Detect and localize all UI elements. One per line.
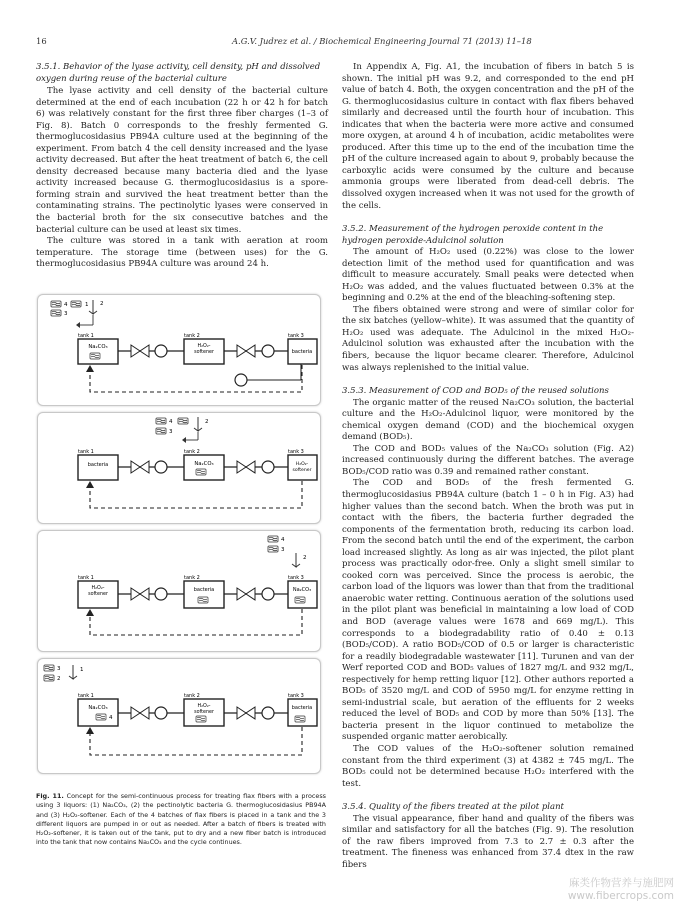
label-1: 1 <box>80 667 84 673</box>
tank-3-content-line2: softener <box>292 468 312 473</box>
paragraph: The COD and BOD₅ values of the Na₂CO₃ solution (Fig. A2) increased continuously during the different batches. The average BOD₅/COD ratio was 0.39 and remained rather constant. <box>342 443 634 477</box>
paragraph: The culture was stored in a tank with aeration at room temperature. The storage time (between uses) for the G. thermoglucosidasius PB94A culture was around 24 h. <box>36 236 328 270</box>
paragraph: The lyase activity and cell density of the bacterial culture determined at the end of each incubation (22 h or 42 h for batch 6) was relatively constant for the first three fiber charges (1–3 of Fig. 8). Batch 0 corresponds to the freshly fermented G. thermoglucosidasius PB94A culture used at the beginning of the experiment. From batch 4 the cell density increased and the lyase activity decreased. But after the heat treatment of batch 6, the cell density decreased because many bacteria died and the lyase activity increased because G. thermoglucosidasius is a spore-forming strain and survived the heat treatment better than the contaminating strains. The pectinolytic lyases were conserved in the bacterial broth for the six consecutive batches and the bacterial culture can be used at least six times. <box>36 86 328 235</box>
tank-2-label: tank 2 <box>184 333 200 339</box>
label-2: 2 <box>57 676 61 682</box>
fiber-bundle-icon <box>51 301 61 307</box>
tank-2-content-line2: softener <box>194 710 214 715</box>
label-2: 2 <box>205 419 209 425</box>
tank-3-content-line1: H₂O₂- <box>295 462 309 467</box>
insert-arrow <box>69 665 77 679</box>
panel-3-svg <box>38 531 320 651</box>
pump-icon <box>262 461 274 473</box>
insert-arrow <box>292 553 300 567</box>
fiber-bundle-icon <box>268 536 278 552</box>
return-line-dashed <box>90 481 302 508</box>
paragraph: In Appendix A, Fig. A1, the incubation of fibers in batch 5 is shown. The initial pH was 9.2, and corresponded to the end pH value of batch 4. Both, the oxygen concentration and the pH of the G. thermoglucosidasius culture in contact with flax fibers behaved similarly and decreased until the fourth hour of incubation. This indicates that when the bacteria were more active and consumed more oxygen, at around 4 h of incubation, acidic metabolites were produced. After this time up to the end of the incubation time the pH of the culture increased again to about 9, probably because the carboxylic acids were consumed by the culture and because ammonia groups were liberated from dead-cell debris. The dissolved oxygen increased when it was not used for the growth of the cells. <box>342 62 634 211</box>
pump-icon <box>155 588 167 600</box>
fiber-bundle-icon <box>44 665 54 681</box>
paragraph: The COD and BOD₅ of the fresh fermented G. thermoglucosidasius PB94A culture (batch 1 – 0 h in Fig. A3) had higher values than the second batch. When the broth was put in contact with the fibers, the bacteria further degraded the components of the fermentation broth, reducing its carbon load. From the second batch until the end of the experiment, the carbon load increased slightly. As long as air was injected, the pilot plant process was practically odor-free. Only a slight smell similar to cooked corn was perceived. Since the process is aerobic, the carbon load of the liquors was lower than that from the traditional anaerobic water retting. Continuous aeration of the solutions used in the pilot plant was beneficial in maintaining a low load of COD and BOD (average values were 1678 and 669 mg/L). This corresponds to a biodegradability ratio of 0.40 ± 0.13 (BOD₅/COD). A ratio BOD₅/COD of 0.5 or larger is characteristic for a readily biodegradable wastewater [11]. Turunen and van der Werf reported COD and BOD₅ values of 1827 mg/L and 932 mg/L, respectively for hemp retting liquor [12]. Other authors reported a BOD₅ of 3520 mg/L and COD of 5950 mg/L for enzyme retting in semi-industrial scale, but aeration of the effluents for 2 weeks reduced the level of BOD₅ and COD by more than 50% [13]. The bacteria present in the liquor continued to metabolize the suspended organic matter aerobically. <box>342 478 634 743</box>
label-2: 2 <box>303 555 307 561</box>
caption-label: Fig. 11. <box>36 792 64 800</box>
tank-3 <box>288 581 317 608</box>
watermark-line-1: 麻类作物营养与施肥网 <box>569 877 674 889</box>
label-4: 4 <box>169 419 173 425</box>
fiber-bundle-icon <box>51 310 61 316</box>
label-3: 3 <box>169 429 173 435</box>
caption-text: Concept for the semi-continuous process for treating flax fibers with a process using 3 liquors: (1) Na₂CO₃, (2) the pectinolytic bacteria G. thermoglucosidasius PB94A and (3) H₂O₂-softener. Each of the 4 batches of flax fibers is placed in a tank and the 3 different liquors are pumped in or out as needed. After a batch of fibers is treated with H₂O₂-softener, it is taken out of the tank, put to dry and a new fiber batch is introduced into the tank that now contains Na₂CO₃ and the cycle continues. <box>36 792 326 847</box>
figure-11-process-diagram <box>37 286 321 774</box>
paragraph: The amount of H₂O₂ used (0.22%) was close to the lower detection limit of the method used for quantification and was difficult to measure accurately. Small peaks were detected when H₂O₂ was added, and the values fluctuated between 0.3% at the beginning and 0.2% at the end of the bleaching-softening step. <box>342 247 634 304</box>
tank-3-label: tank 3 <box>288 449 304 455</box>
tank-1 <box>78 699 118 726</box>
valve-icon <box>131 345 149 357</box>
panel-2-svg <box>38 413 320 523</box>
tank-2-content-line2: softener <box>194 350 214 355</box>
arrowhead-icon <box>86 727 94 734</box>
tank-2-content: bacteria <box>193 587 215 593</box>
tank-3-content: Na₂CO₃ <box>292 587 312 593</box>
journal-citation: A.G.V. Judrez et al. / Biochemical Engineering Journal 71 (2013) 11–18 <box>232 36 532 46</box>
tank-1-content-line1: H₂O₂- <box>91 586 105 591</box>
left-column <box>36 62 328 271</box>
pump-icon <box>262 345 274 357</box>
valve-icon <box>237 707 255 719</box>
valve-icon <box>131 461 149 473</box>
tank-2-content-line1: H₂O₂- <box>197 344 211 349</box>
section-heading-3-5-1: 3.5.1. Behavior of the lyase activity, cell density, pH and dissolved oxygen during reuse of the bacterial culture <box>36 62 321 84</box>
tank-2-content: Na₂CO₃ <box>194 461 214 467</box>
label-4: 4 <box>64 302 68 308</box>
pump-icon <box>155 345 167 357</box>
page-number: 16 <box>36 36 47 46</box>
return-line-dashed <box>90 609 302 635</box>
paragraph: The visual appearance, fiber hand and quality of the fibers was similar and satisfactory for all the batches (Fig. 9). The resolution of the raw fibers improved from 7.3 to 2.7 ± 0.3 after the treatment. The fineness was enhanced from 37.4 dtex in the raw fibers <box>342 813 634 870</box>
valve-icon <box>131 707 149 719</box>
valve-icon <box>237 461 255 473</box>
label-3: 3 <box>57 666 61 672</box>
label-3: 3 <box>64 311 68 317</box>
pump-icon <box>262 588 274 600</box>
tank-1-label: tank 1 <box>78 449 94 455</box>
panel-4-svg <box>38 659 320 773</box>
loading-arrow <box>182 432 198 443</box>
tank-2-label: tank 2 <box>184 575 200 581</box>
pump-icon <box>155 707 167 719</box>
tank-1-label: tank 1 <box>78 575 94 581</box>
tank-3-label: tank 3 <box>288 693 304 699</box>
paragraph: The fibers obtained were strong and were of similar color for the six batches (yellow–white). It was assumed that the quantity of H₂O₂ used was adequate. The Adulcinol in the mixed H₂O₂-Adulcinol solution was exhausted after the incubation with the fibers, because the liquor became clearer. Therefore, Adulcinol was always replenished to the initial value. <box>342 304 634 373</box>
label-4: 4 <box>109 715 113 721</box>
paragraph: The organic matter of the reused Na₂CO₃ solution, the bacterial culture and the H₂O₂-Adulcinol liquor, were monitored by the chemical oxygen demand (COD) and the biochemical oxygen demand (BOD₅). <box>342 397 634 443</box>
tank-3-label: tank 3 <box>288 575 304 581</box>
tank-2-content-line1: H₂O₂- <box>197 704 211 709</box>
section-heading-3-5-4: 3.5.4. Quality of the fibers treated at the pilot plant <box>342 802 564 813</box>
tank-2-label: tank 2 <box>184 449 200 455</box>
diagram-panel-3 <box>37 530 321 652</box>
diagram-panel-4 <box>37 658 321 774</box>
tank-3-content: bacteria <box>291 349 313 355</box>
insert-arrow <box>89 300 97 314</box>
label-3: 3 <box>281 547 285 553</box>
tank-1-content: bacteria <box>87 462 109 468</box>
valve-icon <box>237 345 255 357</box>
label-4: 4 <box>281 537 285 543</box>
tank-1-label: tank 1 <box>78 693 94 699</box>
pump-icon <box>155 461 167 473</box>
tank-1-content-line2: softener <box>88 592 108 597</box>
section-heading-3-5-3: 3.5.3. Measurement of COD and BOD₅ of the reused solutions <box>342 386 609 397</box>
tank-2-label: tank 2 <box>184 693 200 699</box>
diagram-panel-2 <box>37 412 321 524</box>
return-line-dashed <box>90 365 302 392</box>
pump-icon <box>235 374 247 386</box>
section-heading-3-5-2: 3.5.2. Measurement of the hydrogen peroxide content in the hydrogen peroxide-Adulcinol solution <box>342 224 604 246</box>
arrowhead-icon <box>86 481 94 488</box>
panel-1-svg <box>38 295 320 405</box>
tank-2 <box>184 455 224 480</box>
tank-1-label: tank 1 <box>78 333 94 339</box>
loading-arrow <box>76 315 93 328</box>
tank-1-content: Na₂CO₃ <box>88 705 108 711</box>
label-1: 1 <box>85 302 89 308</box>
paragraph: The COD values of the H₂O₂-softener solution remained constant from the third experiment (3) at 4382 ± 745 mg/L. The BOD₅ could not be determined because H₂O₂ interfered with the test. <box>342 744 634 789</box>
right-column <box>342 62 634 871</box>
valve-icon <box>131 588 149 600</box>
valve-icon <box>237 588 255 600</box>
tank-3-label: tank 3 <box>288 333 304 339</box>
fiber-bundle-icon <box>71 301 81 307</box>
tank-1-content: Na₂CO₃ <box>88 344 108 350</box>
tank-2 <box>184 581 224 608</box>
tank-1 <box>78 339 118 364</box>
arrowhead-icon <box>86 609 94 616</box>
site-watermark <box>568 877 674 903</box>
return-line-dashed <box>90 727 302 755</box>
pump-icon <box>262 707 274 719</box>
insert-arrow <box>194 417 202 431</box>
arrowhead-icon <box>86 365 94 372</box>
figure-11-caption <box>36 792 326 848</box>
label-2: 2 <box>100 301 104 307</box>
watermark-line-2: www.fibercrops.com <box>567 890 674 902</box>
diagram-panel-1 <box>37 294 321 406</box>
tank-3-content: bacteria <box>291 705 313 711</box>
